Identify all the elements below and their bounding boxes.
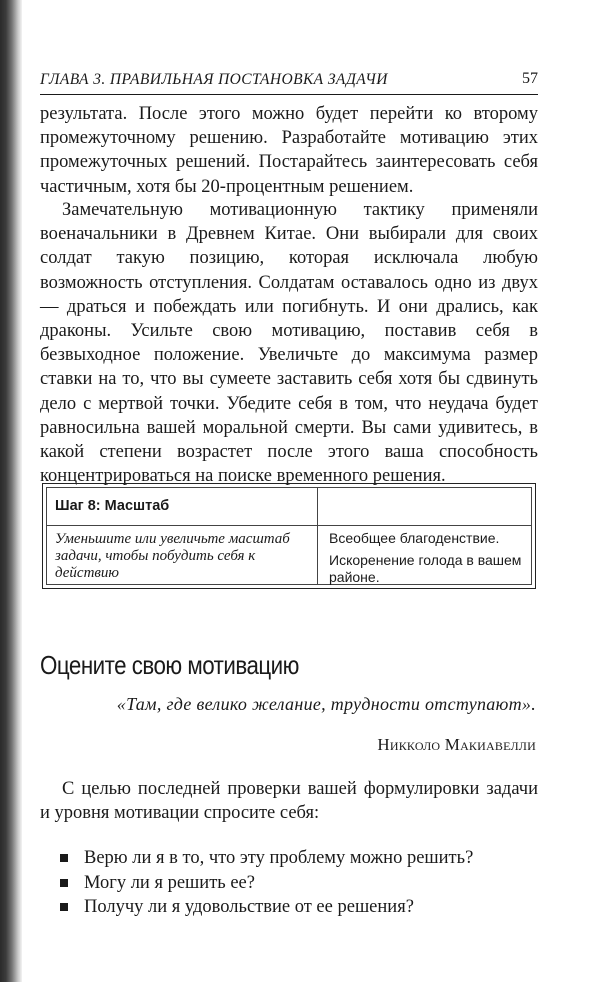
step-box-inner-frame	[46, 487, 532, 585]
question-list	[60, 846, 530, 920]
list-item	[60, 846, 530, 871]
step-result-item: Искоренение голода в вашем районе.	[329, 552, 522, 585]
step-title: Шаг 8: Масштаб	[55, 498, 170, 514]
bullet-square-icon	[60, 903, 68, 911]
paragraph-chinese-tactic: Замечательную мотивационную тактику применяли военачальники в Древнем Китае. Они выбирали для своих солдат такую позицию, которая исключала любую возможность отступления. Солдатам оставалось одно из двух — драться и побеждать или погибнуть. И они дрались, как драконы. Усильте свою мотивацию, поставив себя в безвыходное положение. Увеличьте до максимума размер ставки на то, что вы сумеете заставить себя хотя бы сдвинуть дело с мертвой точки. Убедите себя в том, что неудача будет равносильна вашей моральной смерти. Вы сами удивитесь, в какой степени возрастет после этого ваша способность концентрироваться на поиске временного решения.	[40, 200, 538, 487]
bullet-square-icon	[60, 879, 68, 887]
step-8-box	[42, 483, 536, 589]
paragraph-continuation: результата. После этого можно будет перейти ко второму промежуточному решению. Разработайте мотивацию этих промежуточных решений. Постарайтесь заинтересовать себя частичным, хотя бы 20-процентным решением.	[40, 104, 538, 197]
question-text: Получу ли я удовольствие от ее решения?	[84, 897, 414, 917]
step-description: Уменьшите или увеличьте масштаб задачи, чтобы побудить себя к действию	[55, 531, 290, 581]
book-spine-shadow	[0, 0, 22, 982]
page-number: 57	[522, 70, 538, 87]
epigraph-author: Никколо Макиавелли	[377, 735, 536, 754]
step-results-list	[329, 530, 529, 591]
question-text: Могу ли я решить ее?	[84, 872, 255, 893]
running-header	[40, 70, 538, 95]
list-item	[60, 895, 530, 920]
step-result-item: Всеобщее благоденствие.	[329, 530, 500, 546]
chapter-title: ГЛАВА 3. ПРАВИЛЬНАЯ ПОСТАНОВКА ЗАДАЧИ	[40, 71, 388, 88]
step-box-divider-vertical	[317, 488, 318, 584]
paragraph-intro: С целью последней проверки вашей формулировки задачи и уровня мотивации спросите себя:	[40, 779, 538, 824]
list-item	[60, 871, 530, 896]
section-heading: Оцените свою мотивацию	[40, 650, 299, 680]
epigraph-quote: «Там, где велико желание, трудности отступают».	[116, 694, 536, 714]
bullet-square-icon	[60, 854, 68, 862]
step-box-divider-horizontal	[47, 525, 531, 526]
question-text: Верю ли я в то, что эту проблему можно решить?	[84, 848, 474, 868]
